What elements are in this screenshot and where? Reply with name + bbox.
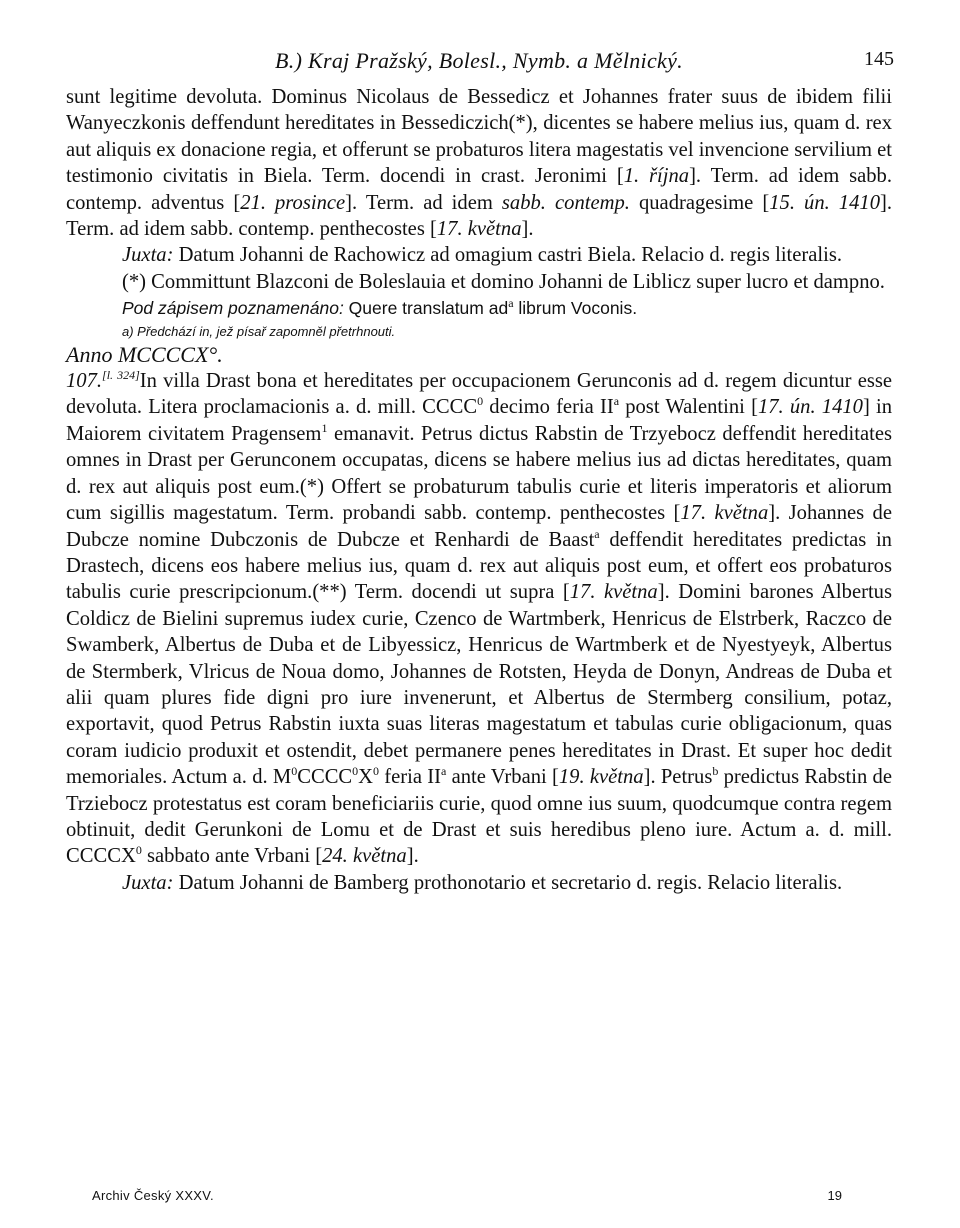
page-number: 145 <box>864 48 894 70</box>
entry-107: 107.[l. 324]In villa Drast bona et hereditates per occupacionem Gerunconis ad d. regem dicuntur esse devoluta. Litera proclamacionis a. d. mill. CCCC$^0$ decimo feria $II^a$ post Walentini [17. ún. 1410] in Maiorem civitatem Pragensem$^1$ emanavit. Petrus dictus Rabstin de Trzyebocz deffendit hereditates omnes in Drast per Gerunconem occupatas, dicens se habere melius ius ad dictas hereditates, quam d. rex aut aliquis post eum.(*) Offert se probaturum tabulis curie et literis imperatoris et aliorum cum sigillis magestatum. Term. probandi sabb. contemp. penthecostes [17. května]. Johannes de Dubcze nomine Dubczonis de Dubcze et Renhardi de Baast$^a$ deffendit hereditates predictas in Drastech, dicens eos habere melius ius, quam d. rex aut aliquis post eum, et offert eos probaturos tabulis curie prescripcionum.(**) Term. docendi ut supra [17. května]. Domini barones Albertus Coldicz de Bielini supremus iudex curie, Czenco de Wartmberk, Henricus de Elstrberk, Raczco de Swamberk, Albertus de Duba et de Libyessicz, Henricus de Wartmberk et de Nyestyeyk, Albertus de Stermberk, Vlricus de Noua domo, Johannes de Rotsten, Heyda de Donyn, Andreas de Duba et alii quam plures fide digni pro iure invenerunt, et Albertus de Stermberg consilium, potaz, exportavit, quod Petrus Rabstin iuxta suas literas magestatum et tabulas curie obligacionum, quas coram iudicio produxit et ostendit, debet permanere penes hereditates in Drast. Et super hoc dedit memoriales. Actum a. d. $M^0CCCC^0X^0$ feria $II^a$ ante Vrbani [19. května]. Petrus$^b$ predictus Rabstin de Trziebocz protestatus est coram beneficiariis curie, quod omne ius suum, quodcumque contra regem obtinuit, dedit Gerunkoni de Lomu et de Drast et suis heredibus pleno iure. Actum a. d. mill. CCCCX$^0$ sabbato ante Vrbani [24. května]. <box>66 368 893 868</box>
footer-sheet-number: 19 <box>827 1188 842 1203</box>
document-body <box>66 84 892 896</box>
paragraph-continuation: sunt legitime devoluta. Dominus Nicolaus de Bessedicz et Johannes frater suus de ibidem filii Wanyeczkonis deffendunt hereditates in Bessediczich(*), dicentes se habere melius ius, quam d. rex aut aliquis ex donacione regia, et offerunt se probaturos litera magestatis vel invencione servilium et testimonio civitatis in Biela. Term. docendi in crast. Jeronimi [1. října]. Term. ad idem sabb. contemp. adventus [21. prosince]. Term. ad idem sabb. contemp. quadragesime [15. ún. 1410]. Term. ad idem sabb. contemp. penthecostes [17. května]. <box>66 86 893 241</box>
year-heading: Anno MCCCCX°. <box>66 341 223 367</box>
page <box>66 44 892 896</box>
juxta-note: Juxta: Datum Johanni de Rachowicz ad omagium castri Biela. Relacio d. regis literalis. <box>122 244 843 267</box>
page-footer <box>92 1184 852 1208</box>
pod-zapisem-note: Pod zápisem poznamenáno: Quere translatum $ad^a$ librum Voconis. <box>122 296 638 319</box>
juxta-note-2: Juxta: Datum Johanni de Bamberg prothonotario et secretario d. regis. Relacio literalis. <box>122 871 843 894</box>
footnote-a: a) Předchází in, jež písař zapomněl přetrhnouti. <box>122 323 396 339</box>
running-title: B.) Kraj Pražský, Bolesl., Nymb. a Mělnický. <box>275 48 683 73</box>
committunt-note: (*) Committunt Blazconi de Boleslauia et domino Johanni de Liblicz super lucro et dampno. <box>122 270 885 293</box>
footer-signature: Archiv Český XXXV. <box>92 1188 214 1203</box>
running-header <box>66 44 892 84</box>
